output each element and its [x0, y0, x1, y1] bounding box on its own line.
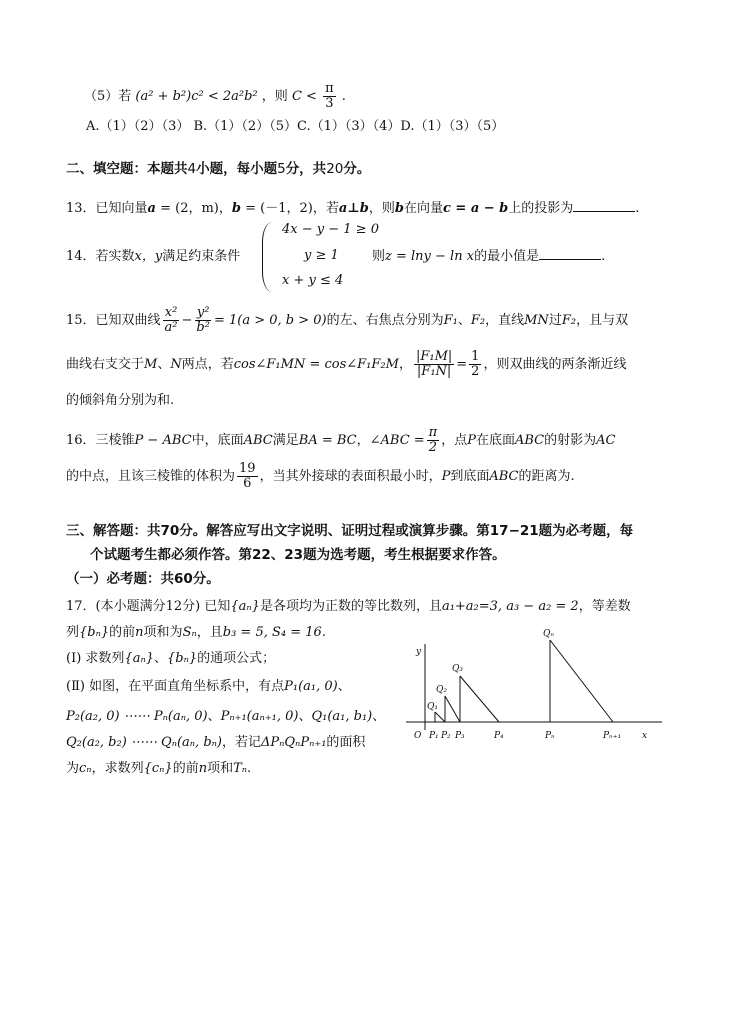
- q15-text-d: 过: [548, 313, 562, 328]
- q15-ratio: $\frac{\text{|F₁M|}}{\text{|F₁N|}}$: [415, 349, 453, 379]
- q14-end: .: [601, 249, 606, 264]
- q17-bn: {bₙ}: [79, 625, 110, 640]
- q16-pi-over-2: $\frac{\pi}{2}$: [428, 425, 438, 455]
- q17-p1an: {aₙ}: [124, 651, 154, 666]
- choices-line: A.（1）（2）（3） B.（1）（2）（5）C.（1）（3）（4）D.（1）（3）（5）: [86, 119, 505, 134]
- q16-abc2: ABC: [515, 433, 545, 448]
- q17-l4a: P₂(a₂, 0) ⋯⋯ Pₙ(aₙ, 0): [66, 709, 208, 724]
- q15-l2e: ，则双曲线的两条渐近线: [483, 357, 627, 372]
- q14-tail: [372, 246, 605, 266]
- q17-p1b: 的通项公式；: [197, 651, 276, 666]
- q16-l2a: 的中点，且该三棱锥的体积为: [66, 469, 236, 484]
- q16-text-c: 满足: [272, 433, 299, 448]
- q13-vec-c: c = a − b: [442, 201, 509, 216]
- y-axis-label: y: [416, 647, 422, 657]
- q17-n2: n: [198, 761, 208, 776]
- q14-xy: x，y: [134, 249, 163, 264]
- q13-text-c: = (－1，2)，若: [240, 201, 339, 216]
- q15-l2a: 曲线右支交于: [66, 357, 145, 372]
- q17-l2a: 列: [66, 625, 80, 640]
- q15-text-a: 15．已知双曲线: [66, 313, 161, 328]
- section2-n3: 20: [326, 161, 344, 177]
- q17-l6a: 为: [66, 761, 80, 776]
- q14-z: z = lny − ln x: [385, 249, 475, 264]
- q15-n: N: [170, 357, 182, 372]
- q13-text-e: 在向量: [403, 201, 443, 216]
- q15-cos: cos∠F₁MN = cos∠F₁F₂M: [233, 357, 399, 372]
- q15-minus: −: [181, 313, 193, 328]
- q17-part1: [66, 650, 275, 668]
- q15-l2b: 、: [157, 357, 171, 372]
- q14-answer-blank: [539, 246, 601, 260]
- pn-label: Pₙ: [545, 731, 555, 741]
- q13-line: [66, 198, 639, 218]
- q15-mn: MN: [524, 313, 549, 328]
- q16-text-b: 中，底面: [191, 433, 244, 448]
- q5-line: [84, 82, 346, 111]
- q15-l2c: 两点，若: [181, 357, 234, 372]
- q3-label: Q₃: [452, 664, 463, 674]
- q13-text-d: ，则: [368, 201, 395, 216]
- q5-pi-over-3: $\frac{\pi}{3}$: [325, 81, 334, 111]
- section3-sub: （一）必考题：共60分。: [66, 571, 220, 587]
- q17-l6c: 的前: [172, 761, 199, 776]
- q17-p2a: (Ⅱ) 如图，在平面直角坐标系中，有点: [66, 679, 285, 694]
- q17-p1sep: 、: [153, 651, 167, 666]
- q1-label: Q₁: [427, 702, 438, 712]
- section3-line-2: 个试题考生都必须作答。第22、23题为选考题，考生根据要求作答。: [90, 547, 506, 563]
- q17-cn: cₙ: [79, 761, 92, 776]
- q15-line-1: [66, 306, 628, 335]
- q16-l2d: 的距离为.: [518, 469, 575, 484]
- q16-p2: P: [441, 469, 451, 484]
- q16-l2b: ，当其外接球的表面积最小时，: [259, 469, 442, 484]
- q5-conclusion: C <: [291, 89, 317, 104]
- q17-l6d: 项和: [207, 761, 234, 776]
- qn-label: Qₙ: [543, 629, 555, 639]
- q15-text-c: ，直线: [485, 313, 525, 328]
- q13-vec-b2: b: [394, 201, 404, 216]
- q13-answer-blank: [573, 198, 635, 212]
- q15-text-b: 的左、右焦点分别为: [326, 313, 444, 328]
- q17-line-6: [66, 760, 251, 778]
- q15-l2d: ，: [398, 357, 412, 372]
- p4-label: P₄: [494, 731, 504, 741]
- q17-l5b: ，若记: [221, 735, 261, 750]
- q14-text-b: 满足约束条件: [162, 249, 241, 264]
- q17-line-4: [66, 708, 385, 726]
- q16-baeq: BA = BC: [298, 433, 357, 448]
- q15-sep: 、: [457, 313, 471, 328]
- q17-p1a: (Ⅰ) 求数列: [66, 651, 125, 666]
- q15-line-3: 的倾斜角分别为和.: [66, 393, 175, 408]
- q15-half: $\frac{1}{2}$: [471, 349, 480, 379]
- pn1-label: Pₙ₊₁: [603, 731, 622, 741]
- origin-label: O: [414, 731, 422, 741]
- q15-m: M: [144, 357, 158, 372]
- q13-text-f: 上的投影为: [508, 201, 574, 216]
- q17-l6e: .: [247, 761, 252, 776]
- q5-end: .: [341, 89, 346, 104]
- q13-text-b: = (2，m)，: [155, 201, 232, 216]
- q15-f1: F₁: [443, 313, 458, 328]
- q16-line-2: [66, 462, 575, 491]
- q17-p1bn: {bₙ}: [167, 651, 198, 666]
- q5-condition: (a² + b²)c² < 2a²b²: [135, 89, 258, 104]
- q17-l4f: 、: [372, 709, 386, 724]
- q14-system-brace: [262, 222, 275, 292]
- q16-ac: AC: [596, 433, 616, 448]
- q15-line-2: [66, 350, 626, 379]
- q13-text-a: 13．已知向量: [66, 201, 148, 216]
- q17-tn: Tₙ: [233, 761, 248, 776]
- section2-title: [66, 160, 370, 178]
- q17-figure: [400, 620, 670, 750]
- q17-l4b: 、: [207, 709, 221, 724]
- q15-text-e: ，且与双: [576, 313, 629, 328]
- q17-l2c: 项和为: [143, 625, 183, 640]
- section2-text-b: 小题，每小题: [196, 161, 278, 177]
- q17-line-1: [66, 598, 631, 616]
- q16-volume: $\frac{19}{6}$: [239, 461, 256, 491]
- q17-l2e: .: [321, 625, 326, 640]
- q17-line-2: [66, 624, 326, 642]
- q16-text-g: 的射影为: [544, 433, 597, 448]
- q16-text-a: 16．三棱锥: [66, 433, 135, 448]
- q17-l6b: ，求数列: [91, 761, 144, 776]
- seg-q1-p2: [435, 712, 445, 722]
- section2-n1: 4: [187, 161, 197, 177]
- seg-q2-p3: [445, 696, 460, 722]
- q17-l5d: 的面积: [326, 735, 366, 750]
- q15-eq2: =: [456, 357, 468, 372]
- q16-pabc: P − ABC: [134, 433, 192, 448]
- q17-n: n: [135, 625, 144, 640]
- q17-l1c: ，等差数: [578, 599, 631, 614]
- q17-l4e: Q₁(a₁, b₁): [311, 709, 373, 724]
- q17-l4d: 、: [298, 709, 312, 724]
- q5-label: （5）若: [84, 89, 132, 104]
- q15-frac-x: $\frac{\text{x²}}{\text{a²}}$: [164, 305, 178, 335]
- q16-angle: ∠ABC =: [369, 433, 425, 448]
- p3-label: P₃: [455, 731, 465, 741]
- q17-cond: a₁+a₂=3, a₃ − a₂ = 2: [441, 599, 579, 614]
- q17-line-5: [66, 734, 365, 752]
- p2-label: P₂: [441, 731, 451, 741]
- seg-q3-p4: [460, 676, 499, 722]
- seg-qn-pn1: [550, 640, 613, 722]
- q17-l4c: Pₙ₊₁(aₙ₊₁, 0): [220, 709, 299, 724]
- q16-abc: ABC: [243, 433, 273, 448]
- q17-l5c: ΔPₙQₙPₙ₊₁: [261, 735, 327, 750]
- q15-frac-y: $\frac{\text{y²}}{\text{b²}}$: [196, 305, 210, 335]
- q16-line-1: [66, 426, 616, 455]
- section2-text-d: 分。: [343, 161, 371, 177]
- section2-text-a: 二、填空题：本题共: [66, 161, 188, 177]
- q15-f2b: F₂: [561, 313, 577, 328]
- q15-f2: F₂: [470, 313, 486, 328]
- q13-vec-b: b: [231, 201, 241, 216]
- q13-perp: a⊥b: [338, 201, 369, 216]
- q16-p: P: [467, 433, 476, 448]
- section2-text-c: 分，共: [285, 161, 327, 177]
- q14-text-d: 的最小值是: [474, 249, 540, 264]
- q13-vec-a: a: [147, 201, 156, 216]
- q16-text-f: 在底面: [475, 433, 515, 448]
- q14-line: [66, 248, 240, 266]
- section3-line-1: 三、解答题：共70分。解答应写出文字说明、证明过程或演算步骤。第17−21题为必考题，每: [66, 523, 634, 539]
- q17-l2b: 的前: [109, 625, 136, 640]
- q17-an: {aₙ}: [230, 599, 260, 614]
- q13-end: .: [635, 201, 640, 216]
- q14-constraint-2: y ≥ 1: [304, 248, 339, 263]
- q17-p2pt: P₁(a₁, 0): [284, 679, 338, 694]
- q17-cnset: {cₙ}: [143, 761, 173, 776]
- q17-l2d: ，且: [196, 625, 223, 640]
- q16-text-e: ，点: [441, 433, 468, 448]
- q17-sn: Sₙ: [182, 625, 197, 640]
- x-axis-label: x: [642, 731, 648, 741]
- q14-constraint-1: 4x − y − 1 ≥ 0: [282, 222, 379, 237]
- q16-abc3: ABC: [489, 469, 519, 484]
- q5-then: ，则: [261, 89, 288, 104]
- q17-p2b: 、: [337, 679, 351, 694]
- q16-text-d: ，: [356, 433, 370, 448]
- q14-text-a: 14．若实数: [66, 249, 135, 264]
- p1-label: P₁: [429, 731, 439, 741]
- q14-constraint-3: x + y ≤ 4: [282, 273, 344, 288]
- q17-part2: [66, 678, 351, 696]
- q17-l1b: 是各项均为正数的等比数列，且: [259, 599, 442, 614]
- q2-label: Q₂: [436, 685, 447, 695]
- q16-l2c: 到底面: [450, 469, 490, 484]
- section2-n2: 5: [277, 161, 286, 177]
- q15-eq: = 1(a > 0, b > 0): [213, 313, 327, 328]
- q17-cond2: b₃ = 5, S₄ = 16: [222, 625, 322, 640]
- q17-l5a: Q₂(a₂, b₂) ⋯⋯ Qₙ(aₙ, bₙ): [66, 735, 222, 750]
- q17-l1a: 17．(本小题满分12分) 已知: [66, 599, 231, 614]
- q14-text-c: 则: [372, 249, 386, 264]
